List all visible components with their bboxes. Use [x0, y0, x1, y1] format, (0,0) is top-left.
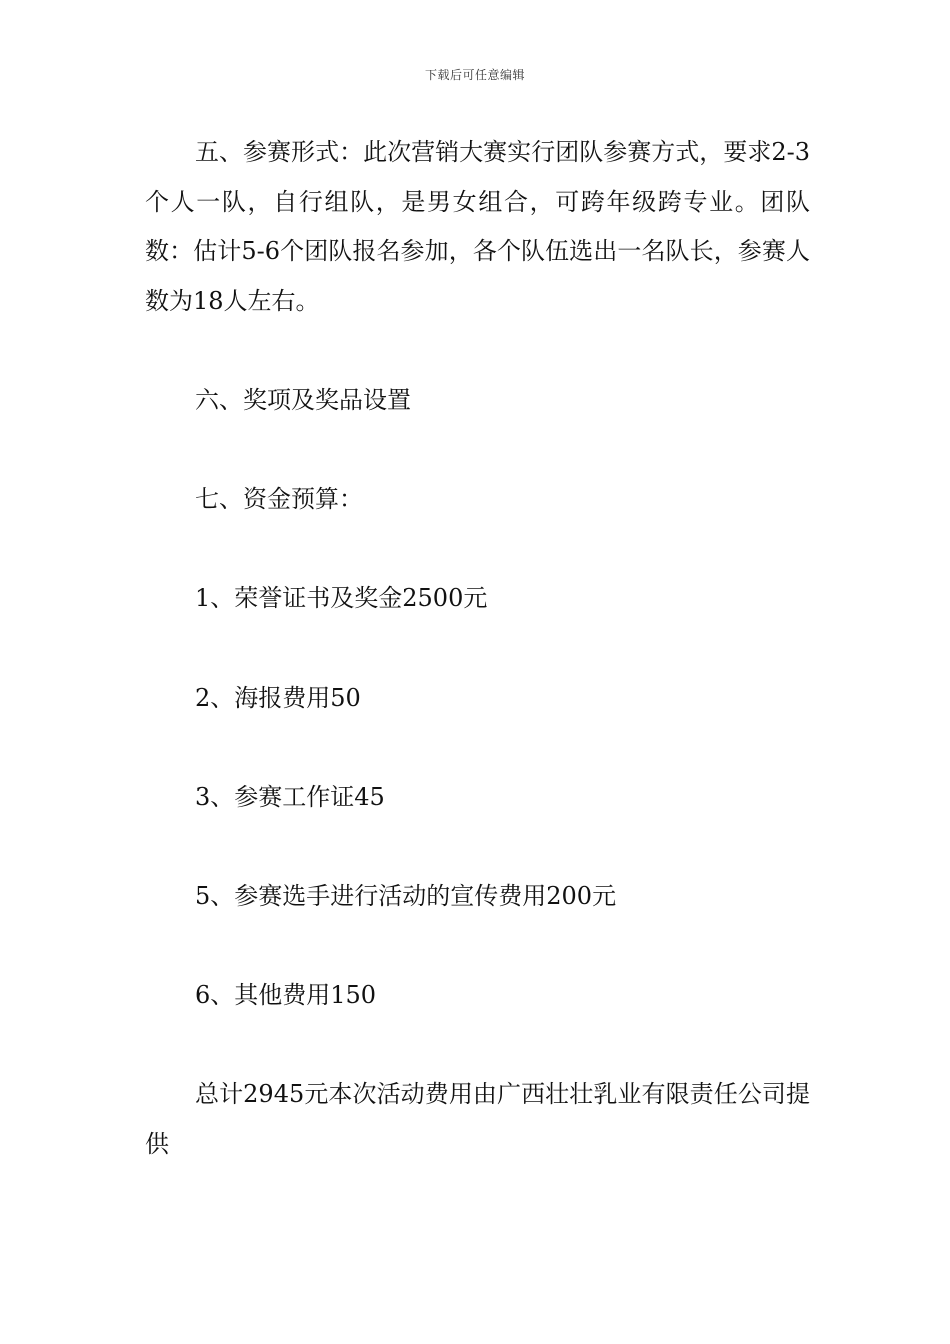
paragraph-awards-heading: 六、奖项及奖品设置: [195, 385, 411, 414]
paragraph-total: 总计2945元本次活动费用由广西壮壮乳业有限责任公司提供: [145, 1080, 810, 1158]
paragraph-spacer: [145, 723, 810, 773]
budget-item-other: 6、其他费用150: [195, 981, 377, 1010]
document-body: [145, 128, 810, 1169]
budget-item-work-badges: 3、参赛工作证45: [195, 782, 385, 811]
paragraph-spacer: [145, 326, 810, 376]
paragraph-budget-heading: 七、资金预算：: [195, 485, 363, 514]
paragraph-participation-format: 五、参赛形式：此次营销大赛实行团队参赛方式，要求2-3个人一队，自行组队，是男女组合，可跨年级跨专业。团队数：估计5-6个团队报名参加，各个队伍选出一名队长，参赛人数为18人左右。: [145, 138, 810, 315]
budget-item-promotion: 5、参赛选手进行活动的宣传费用200元: [195, 881, 617, 910]
paragraph-spacer: [145, 1021, 810, 1071]
page-header: 下载后可任意编辑: [424, 68, 525, 82]
paragraph-spacer: [145, 525, 810, 575]
paragraph-spacer: [145, 922, 810, 972]
budget-item-certificates: 1、荣誉证书及奖金2500元: [195, 584, 488, 613]
paragraph-spacer: [145, 624, 810, 674]
paragraph-spacer: [145, 426, 810, 476]
budget-item-posters: 2、海报费用50: [195, 683, 361, 712]
paragraph-spacer: [145, 822, 810, 872]
